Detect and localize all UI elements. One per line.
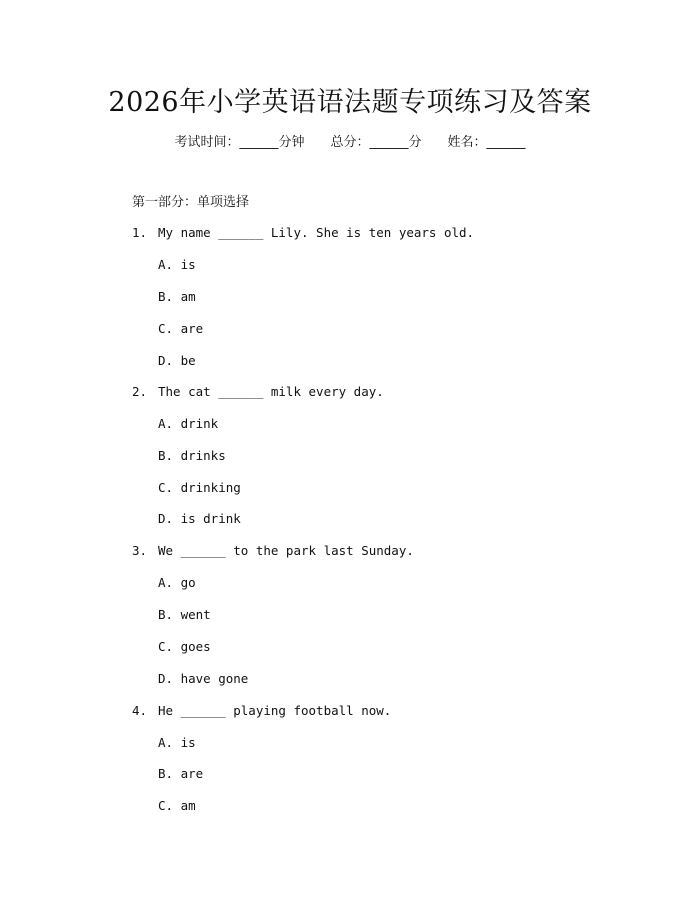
answer-option: A. drink: [158, 416, 219, 431]
answer-option: C. are: [158, 321, 204, 336]
answer-option: B. are: [158, 766, 204, 781]
question-text: My name ______ Lily. She is ten years old.: [158, 225, 475, 240]
section-title: 第一部分：单项选择: [132, 195, 250, 210]
total-score-field: 总分：______分: [330, 135, 422, 150]
answer-option: D. be: [158, 353, 196, 368]
question-number: 4.: [132, 703, 148, 718]
student-name-field: 姓名：______: [447, 135, 526, 150]
question-number: 2.: [132, 384, 148, 399]
answer-option: C. drinking: [158, 480, 241, 495]
question-text: We ______ to the park last Sunday.: [158, 543, 414, 558]
question-text: The cat ______ milk every day.: [158, 384, 384, 399]
answer-option: C. am: [158, 798, 196, 813]
question-number: 3.: [132, 543, 148, 558]
question-number: 1.: [132, 225, 148, 240]
question-text: He ______ playing football now.: [158, 703, 392, 718]
answer-option: B. drinks: [158, 448, 226, 463]
exam-time-field: 考试时间：______分钟: [174, 135, 305, 150]
page-title: 2026年小学英语语法题专项练习及答案: [108, 87, 592, 118]
answer-option: A. is: [158, 735, 196, 750]
answer-option: A. is: [158, 257, 196, 272]
answer-option: A. go: [158, 575, 196, 590]
answer-option: D. is drink: [158, 511, 241, 526]
answer-option: C. goes: [158, 639, 211, 654]
answer-option: B. am: [158, 289, 196, 304]
answer-option: B. went: [158, 607, 211, 622]
answer-option: D. have gone: [158, 671, 249, 686]
